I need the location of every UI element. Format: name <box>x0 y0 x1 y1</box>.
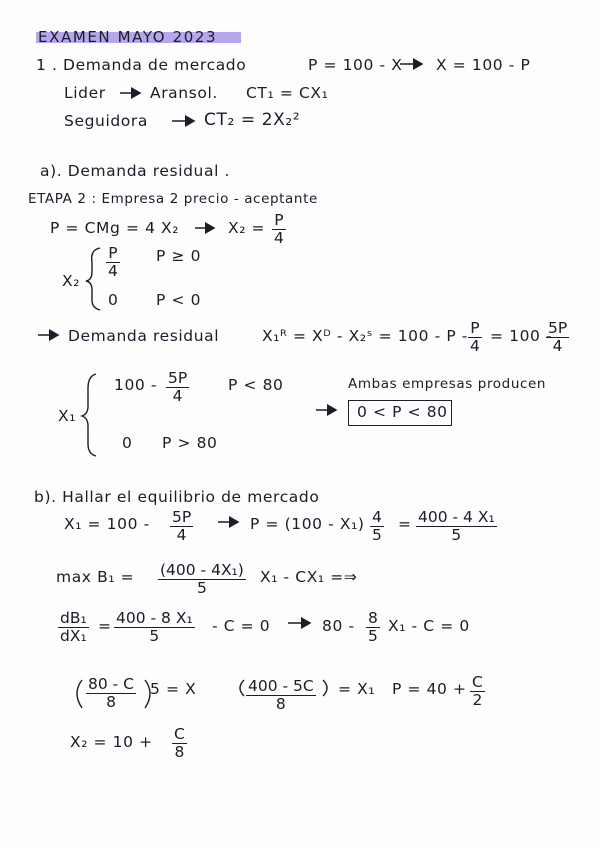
part-a-heading: a). Demanda residual . <box>40 162 231 180</box>
x1-case1-text: 100 - <box>114 376 158 394</box>
x2-case2-value: 0 <box>108 291 119 309</box>
x1-case1-fraction: $\frac{5P}{4}$ <box>168 369 188 405</box>
residual-equation-tail: = 100 - <box>490 327 553 345</box>
max-profit-tail: X₁ - CX₁ =⇒ <box>260 568 358 586</box>
x1-case1-condition: P < 80 <box>228 376 284 394</box>
x2-case1-condition: P ≥ 0 <box>156 247 202 265</box>
x2-equation: X₂ = <box>228 219 266 237</box>
q1-demand-inverse: X = 100 - P <box>436 56 531 74</box>
both-firms-produce: Ambas empresas producen <box>348 376 547 392</box>
price-equation: P = CMg = 4 X₂ <box>50 219 180 237</box>
b-x1-equation: X₁ = 100 - <box>64 515 150 533</box>
residual-demand-label: Demanda residual <box>68 327 220 345</box>
x2-fraction: $\frac{P}{4}$ <box>274 211 284 247</box>
solution-2-fraction: $\frac{400 - 5C}{8}$ <box>248 677 314 713</box>
x2-final: X₂ = 10 + <box>70 733 153 751</box>
solution-price-fraction: $\frac{C}{2}$ <box>472 673 483 709</box>
part-b-heading: b). Hallar el equilibrio de mercado <box>34 488 320 506</box>
etapa-2-label: ETAPA 2 : Empresa 2 precio - aceptante <box>28 191 318 207</box>
foc-text: 80 - <box>322 617 355 635</box>
derivative-tail: - C = 0 <box>212 617 271 635</box>
b-price-fraction: $\frac{4}{5}$ <box>372 508 382 544</box>
x2-case2-condition: P < 0 <box>156 291 202 309</box>
condition-box-text: 0 < P < 80 <box>357 403 448 421</box>
derivative-equals: = <box>98 617 112 635</box>
derivative-rhs-fraction: $\frac{\text{400 - 8 X₁}}{5}$ <box>116 609 193 645</box>
q1-line1: 1 . Demanda de mercado <box>36 56 247 74</box>
derivative-fraction: $\frac{\text{dB₁}}{\text{dX₁}}$ <box>60 609 87 645</box>
brace-icon <box>86 248 100 310</box>
q1-follower-cost: CT₂ = 2X₂² <box>204 110 301 130</box>
b-x1-fraction: $\frac{5P}{4}$ <box>172 508 192 544</box>
x1-label: X₁ <box>58 407 77 425</box>
brace-icon <box>82 374 96 456</box>
residual-demand-equation: X₁ᴿ = Xᴰ - X₂ˢ = 100 - P - <box>262 327 468 345</box>
foc-tail: X₁ - C = 0 <box>388 617 470 635</box>
x1-case2-value: 0 <box>122 434 133 452</box>
foc-fraction: $\frac{8}{5}$ <box>368 609 378 645</box>
solution-2-tail: = X₁ <box>338 680 376 698</box>
page-title: EXAMEN MAYO 2023 <box>38 28 218 46</box>
q1-follower: Seguidora <box>64 112 148 130</box>
x2-final-fraction: $\frac{C}{8}$ <box>174 725 185 761</box>
x1-case2-condition: P > 80 <box>162 434 218 452</box>
q1-leader-cost: CT₁ = CX₁ <box>246 84 329 102</box>
solution-1-tail: 5 = X <box>150 680 197 698</box>
q1-leader-name: Aransol. <box>150 84 218 102</box>
q1-demand-eq: P = 100 - X <box>308 56 403 74</box>
residual-fraction-1: $\frac{P}{4}$ <box>470 319 480 355</box>
residual-fraction-2: $\frac{5P}{4}$ <box>548 319 568 355</box>
b-price-fraction-2: $\frac{\text{400 - 4 X₁}}{5}$ <box>418 508 495 544</box>
solution-price: P = 40 + <box>392 680 467 698</box>
x2-case1-value: $\frac{P}{4}$ <box>108 244 118 280</box>
solution-1-fraction: $\frac{80 - C}{8}$ <box>88 675 134 711</box>
max-profit-label: max B₁ = <box>56 568 135 586</box>
b-price-equation: P = (100 - X₁) <box>250 515 365 533</box>
condition-box <box>348 400 452 426</box>
x2-label: X₂ <box>62 272 81 290</box>
q1-leader: Lider <box>64 84 106 102</box>
b-equals: = <box>398 515 412 533</box>
max-profit-fraction: $\frac{\text{(400 - 4X₁)}}{5}$ <box>160 561 244 597</box>
